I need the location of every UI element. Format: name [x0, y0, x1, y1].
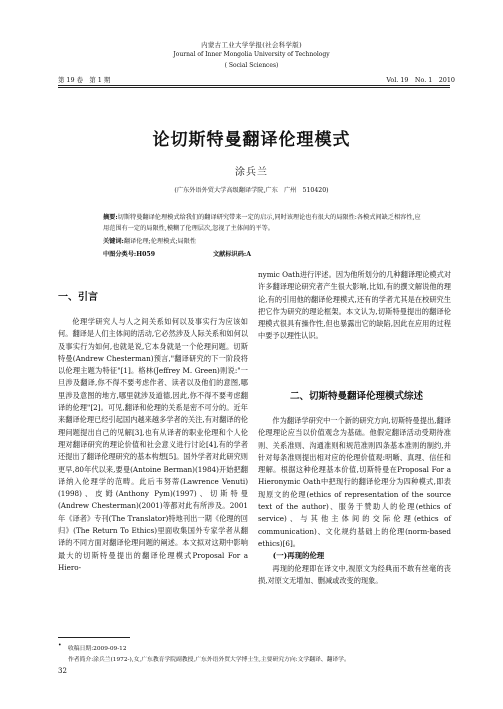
left-column	[58, 316, 248, 574]
subsection-paragraph: 再现的伦理即在译文中,视原文为经典而不敢有丝毫的丧损,对原文无增加、删减或改变的现象。	[258, 563, 451, 585]
abstract-text: 切斯特曼翻译伦理模式给我们的翻译研究带来一定的启示,同时该理论也有很大的局限性:各模式间缺乏相容性,应用范围有一定的局限性,模糊了伦理层次,忽视了主体间的平等。	[103, 214, 421, 232]
subsection-heading: (一)再现的伦理	[272, 551, 325, 561]
header-rule-thick	[58, 85, 450, 86]
right-column-body	[258, 415, 451, 587]
right-column-intro	[258, 269, 451, 343]
footnote-bullet: •	[58, 642, 62, 649]
section-heading-overview: 二、切斯特曼翻译伦理模式综述	[290, 391, 424, 402]
doc-code-value: A	[246, 251, 252, 258]
author-affiliation: (广东外语外贸大学高级翻译学院,广东 广州 510420)	[174, 187, 329, 194]
journal-title-en: Journal of Inner Mongolia University of Technology	[173, 51, 330, 58]
page-number: 32	[58, 667, 67, 675]
journal-edition: ( Social Sciences)	[224, 62, 279, 69]
classification-line	[103, 249, 423, 258]
footnote-rule	[58, 637, 130, 638]
journal-title-cn: 内蒙古工业大学学报(社会科学版)	[201, 41, 302, 49]
intro-continuation: nymic Oath进行评述。因为他所划分的几种翻译理论模式对许多翻译理论研究者产生很大影响,比如,有的撰文解说他的理论,有的引用他的翻译伦理模式,还有的学者尤其是在校研究生把它作为研究的理论框架。本文认为,切斯特曼提出的翻译伦理模式很具有操作性,但也暴露出它的缺陷,因此在应用的过程中要予以理性认识。	[258, 270, 451, 341]
section-heading-intro: 一、引言	[58, 292, 98, 303]
keywords-label: 关键词:	[103, 238, 124, 245]
article-author: 涂兵兰	[235, 167, 268, 178]
clc-value: H059	[136, 251, 155, 258]
intro-paragraph: 伦理学研究人与人之间关系如何以及事实行为应该如何。翻译是人们主体间的活动,它必然涉及人际关系和如何以及事实行为如何,也就是说,它本身就是一个伦理问题。切斯特曼(Andrew Chesterman)预言,"翻译研究的下一阶段将以伦理主题为特征"[1]。格林(Jeffrey M. Green)则说:"一旦涉及翻译,你不得不要考虑作者、读者以及他们的意图,哪里涉及意图的地方,哪里就涉及道德,因此,你不得不要考虑翻译的伦理"[2]。可见,翻译和伦理的关系是密不可分的。近年来翻译伦理已经引起国内越来越多学者的关注,有对翻译的伦理问题提出自己的见解[3],也有从译者的职业伦理和个人伦理对翻译研究的理论价值和社会意义进行讨论[4],有的学者还提出了翻译伦理研究的基本构想[5]。国外学者对此研究则更早,80年代以来,要曼(Antoine Berman)(1984)开始把翻译纳入伦理学的范畴。此后韦努蒂(Lawrence Venuti)(1998)、皮姆(Anthony Pym)(1997)、切斯特曼(Andrew Chesterman)(2001)等都对此有所涉及。2001年《译者》专刊(The Translator)特地刊出一期《伦理的回归》(The Return To Ethics)里面收集国外专家学者从翻译的不同方面对翻译伦理问题的阐述。本文拟对这期中影响最大的切斯特曼提出的翻译伦理模式Proposal For a Hiero-	[58, 317, 248, 572]
keywords-text: 翻译伦理;伦理模式;局限性	[123, 238, 197, 245]
abstract	[103, 213, 423, 234]
author-bio: 作者简介:涂兵兰(1972-),女,广东教育学院副教授,广东外语外贸大学博士生,主要研究方向:文学翻译、翻译学。	[68, 657, 350, 663]
received-date: 收稿日期:2009-09-12	[68, 646, 127, 652]
overview-paragraph: 作为翻译学研究中一个新的研究方向,切斯特曼提出,翻译伦理理论应当以价值观念为基础。他假定翻译活动受期待准则、关系准则、沟通准则和规范准则四条基本准则的制约,并针对每条准则提出相对应的伦理价值观:明晰、真理、信任和理解。根据这种伦理基本价值,切斯特曼在Proposal For a Hieronymic Oath中把现行的翻译伦理分为四种模式,即表现原文的伦理(ethics of representation of the source text of the author)、服务于赞助人的伦理(ethics of service)、与其他主体间的交际伦理(ethics of communication)、文化规约基础上的伦理(norm-based ethics)[6]。	[258, 416, 451, 548]
abstract-label: 摘要:	[103, 214, 118, 221]
volume-issue-en: Vol. 19 No. 1 2010	[386, 76, 455, 84]
keywords	[103, 236, 196, 245]
article-title: 论切斯特曼翻译伦理模式	[152, 130, 351, 150]
clc-label: 中图分类号:	[103, 251, 137, 258]
header-rule-thin	[58, 87, 450, 88]
doc-code-label: 文献标识码:	[213, 251, 247, 258]
volume-issue-cn: 第 19 卷 第 1 期	[58, 76, 111, 84]
